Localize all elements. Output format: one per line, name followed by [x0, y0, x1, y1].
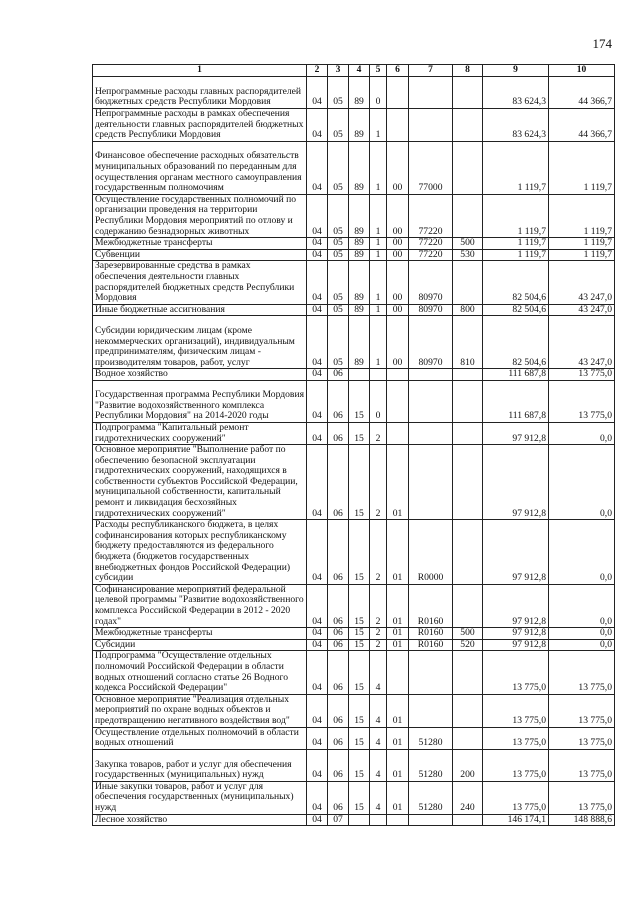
program-code: 89	[349, 77, 370, 109]
event-code: 01	[387, 445, 409, 520]
direction-code	[409, 380, 453, 422]
amount-2019: 97 912,8	[483, 584, 549, 627]
subprogram-code: 4	[370, 651, 387, 694]
event-code: 00	[387, 316, 409, 369]
program-code: 15	[349, 694, 370, 727]
amount-2020: 0,0	[549, 628, 615, 640]
expense-type-code: 810	[453, 316, 483, 369]
program-code: 15	[349, 520, 370, 585]
row-name: Зарезервированные средства в рамках обеспечения деятельности главных распорядителей бюджетных средств Республики Мордовия	[93, 261, 307, 304]
expense-type-code: 800	[453, 304, 483, 316]
subsection-code: 06	[328, 749, 349, 781]
section-code: 04	[307, 781, 328, 814]
program-code: 89	[349, 304, 370, 316]
amount-2019: 1 119,7	[483, 249, 549, 261]
subprogram-code: 0	[370, 380, 387, 422]
table-row	[93, 651, 615, 694]
expense-type-code	[453, 369, 483, 381]
amount-2019: 82 504,6	[483, 316, 549, 369]
expense-type-code	[453, 520, 483, 585]
expense-type-code	[453, 445, 483, 520]
event-code	[387, 422, 409, 444]
subprogram-code: 2	[370, 520, 387, 585]
program-code: 15	[349, 749, 370, 781]
table-row	[93, 445, 615, 520]
event-code: 01	[387, 520, 409, 585]
subsection-code: 05	[328, 109, 349, 142]
table-body	[93, 77, 615, 826]
program-code: 89	[349, 316, 370, 369]
subprogram-code	[370, 369, 387, 381]
subprogram-code: 1	[370, 316, 387, 369]
direction-code: 51280	[409, 749, 453, 781]
subsection-code: 06	[328, 781, 349, 814]
subsection-code: 06	[328, 694, 349, 727]
table-row	[93, 194, 615, 237]
direction-code: R0160	[409, 584, 453, 627]
direction-code	[409, 369, 453, 381]
subsection-code: 06	[328, 628, 349, 640]
row-name: Осуществление отдельных полномочий в области водных отношений	[93, 727, 307, 749]
column-header: 2	[307, 65, 328, 77]
amount-2020: 43 247,0	[549, 316, 615, 369]
program-code: 15	[349, 781, 370, 814]
program-code: 15	[349, 727, 370, 749]
table-row	[93, 369, 615, 381]
subsection-code: 06	[328, 422, 349, 444]
expense-type-code	[453, 584, 483, 627]
row-name: Субсидии юридическим лицам (кроме некоммерческих организаций), индивидуальным предпринимателям, физическим лицам - производителям товаров, работ, услуг	[93, 316, 307, 369]
column-header: 4	[349, 65, 370, 77]
amount-2019: 97 912,8	[483, 639, 549, 651]
amount-2019: 97 912,8	[483, 628, 549, 640]
amount-2019: 97 912,8	[483, 422, 549, 444]
column-header: 1	[93, 65, 307, 77]
row-name: Подпрограмма "Осуществление отдельных полномочий Российской Федерации в области водных отношений согласно статье 26 Водного кодекса Российской Федерации"	[93, 651, 307, 694]
table-row	[93, 316, 615, 369]
column-header: 3	[328, 65, 349, 77]
section-code: 04	[307, 651, 328, 694]
table-row	[93, 77, 615, 109]
program-code: 89	[349, 109, 370, 142]
section-code: 04	[307, 445, 328, 520]
section-code: 04	[307, 261, 328, 304]
section-code: 04	[307, 727, 328, 749]
amount-2020: 43 247,0	[549, 261, 615, 304]
subprogram-code: 2	[370, 639, 387, 651]
subprogram-code: 2	[370, 584, 387, 627]
section-code: 04	[307, 749, 328, 781]
amount-2020: 13 775,0	[549, 749, 615, 781]
event-code: 00	[387, 141, 409, 194]
program-code: 15	[349, 445, 370, 520]
program-code: 89	[349, 238, 370, 250]
direction-code: 77000	[409, 141, 453, 194]
event-code: 00	[387, 261, 409, 304]
header-row	[93, 65, 615, 77]
program-code: 89	[349, 261, 370, 304]
event-code: 01	[387, 628, 409, 640]
amount-2019: 13 775,0	[483, 651, 549, 694]
budget-table	[92, 64, 615, 826]
direction-code	[409, 814, 453, 826]
row-name: Расходы республиканского бюджета, в целях софинансирования которых республиканскому бюджету предоставляются из федерального бюджета (бюджетов государственных внебюджетных фондов Российской Федерации) субсидии	[93, 520, 307, 585]
table-row	[93, 694, 615, 727]
subprogram-code	[370, 814, 387, 826]
amount-2019: 13 775,0	[483, 694, 549, 727]
subprogram-code: 4	[370, 694, 387, 727]
direction-code	[409, 445, 453, 520]
program-code: 89	[349, 141, 370, 194]
row-name: Межбюджетные трансферты	[93, 238, 307, 250]
expense-type-code	[453, 814, 483, 826]
amount-2020: 1 119,7	[549, 249, 615, 261]
section-code: 04	[307, 141, 328, 194]
column-header: 8	[453, 65, 483, 77]
row-name: Иные бюджетные ассигнования	[93, 304, 307, 316]
direction-code: 51280	[409, 781, 453, 814]
expense-type-code	[453, 651, 483, 694]
subprogram-code: 4	[370, 749, 387, 781]
amount-2019: 82 504,6	[483, 261, 549, 304]
direction-code: 80970	[409, 304, 453, 316]
subsection-code: 06	[328, 639, 349, 651]
program-code: 15	[349, 639, 370, 651]
row-name: Водное хозяйство	[93, 369, 307, 381]
event-code: 01	[387, 639, 409, 651]
program-code: 15	[349, 651, 370, 694]
subsection-code: 06	[328, 584, 349, 627]
row-name: Межбюджетные трансферты	[93, 628, 307, 640]
subprogram-code: 2	[370, 445, 387, 520]
subprogram-code: 0	[370, 77, 387, 109]
subsection-code: 05	[328, 249, 349, 261]
amount-2020: 1 119,7	[549, 194, 615, 237]
amount-2020: 44 366,7	[549, 77, 615, 109]
subprogram-code: 1	[370, 238, 387, 250]
program-code	[349, 369, 370, 381]
amount-2019: 82 504,6	[483, 304, 549, 316]
expense-type-code: 240	[453, 781, 483, 814]
column-header: 9	[483, 65, 549, 77]
subprogram-code: 1	[370, 194, 387, 237]
section-code: 04	[307, 422, 328, 444]
expense-type-code: 520	[453, 639, 483, 651]
expense-type-code	[453, 261, 483, 304]
event-code: 00	[387, 304, 409, 316]
amount-2019: 1 119,7	[483, 238, 549, 250]
program-code: 15	[349, 380, 370, 422]
amount-2019: 83 624,3	[483, 77, 549, 109]
section-code: 04	[307, 194, 328, 237]
expense-type-code	[453, 694, 483, 727]
row-name: Иные закупки товаров, работ и услуг для обеспечения государственных (муниципальных) нужд	[93, 781, 307, 814]
amount-2019: 97 912,8	[483, 520, 549, 585]
subprogram-code: 1	[370, 261, 387, 304]
expense-type-code: 530	[453, 249, 483, 261]
direction-code: R0160	[409, 628, 453, 640]
row-name: Государственная программа Республики Мордовия "Развитие водохозяйственного комплекса Республики Мордовия" на 2014-2020 годы	[93, 380, 307, 422]
program-code: 89	[349, 194, 370, 237]
expense-type-code	[453, 109, 483, 142]
subsection-code: 05	[328, 316, 349, 369]
subsection-code: 06	[328, 520, 349, 585]
table-row	[93, 304, 615, 316]
column-header: 6	[387, 65, 409, 77]
expense-type-code	[453, 727, 483, 749]
section-code: 04	[307, 316, 328, 369]
event-code: 01	[387, 694, 409, 727]
amount-2020: 13 775,0	[549, 694, 615, 727]
subprogram-code: 4	[370, 781, 387, 814]
direction-code: 51280	[409, 727, 453, 749]
subsection-code: 05	[328, 194, 349, 237]
amount-2019: 83 624,3	[483, 109, 549, 142]
direction-code: R0000	[409, 520, 453, 585]
section-code: 04	[307, 109, 328, 142]
table-row	[93, 727, 615, 749]
table-row	[93, 261, 615, 304]
subsection-code: 05	[328, 238, 349, 250]
direction-code: 80970	[409, 261, 453, 304]
program-code: 15	[349, 628, 370, 640]
table-row	[93, 628, 615, 640]
subsection-code: 05	[328, 141, 349, 194]
subsection-code: 05	[328, 77, 349, 109]
column-header: 5	[370, 65, 387, 77]
subsection-code: 06	[328, 651, 349, 694]
event-code	[387, 109, 409, 142]
row-name: Подпрограмма "Капитальный ремонт гидротехнических сооружений"	[93, 422, 307, 444]
amount-2019: 13 775,0	[483, 727, 549, 749]
direction-code	[409, 651, 453, 694]
table-row	[93, 781, 615, 814]
subprogram-code: 2	[370, 422, 387, 444]
event-code: 01	[387, 781, 409, 814]
subsection-code: 05	[328, 304, 349, 316]
amount-2020: 13 775,0	[549, 781, 615, 814]
direction-code	[409, 77, 453, 109]
amount-2020: 13 775,0	[549, 380, 615, 422]
amount-2020: 0,0	[549, 520, 615, 585]
program-code: 89	[349, 249, 370, 261]
table-row	[93, 238, 615, 250]
row-name: Основное мероприятие "Реализация отдельных мероприятий по охране водных объектов и предотвращению негативного воздействия вод"	[93, 694, 307, 727]
table-row	[93, 422, 615, 444]
event-code	[387, 380, 409, 422]
table-row	[93, 249, 615, 261]
amount-2019: 111 687,8	[483, 369, 549, 381]
subprogram-code: 4	[370, 727, 387, 749]
row-name: Непрограммные расходы главных распорядителей бюджетных средств Республики Мордовия	[93, 77, 307, 109]
event-code: 00	[387, 194, 409, 237]
section-code: 04	[307, 520, 328, 585]
section-code: 04	[307, 814, 328, 826]
row-name: Софинансирование мероприятий федеральной целевой программы "Развитие водохозяйственного комплекса Российской Федерации в 2012 - 2020 годах"	[93, 584, 307, 627]
amount-2019: 1 119,7	[483, 194, 549, 237]
section-code: 04	[307, 238, 328, 250]
direction-code	[409, 109, 453, 142]
subsection-code: 07	[328, 814, 349, 826]
row-name: Основное мероприятие "Выполнение работ по обеспечению безопасной эксплуатации гидротехнических сооружений, находящихся в собственности субъектов Российской Федерации, муниципальной собственности, капитальный ремонт и ликвидация бесхозяйных гидротехнических сооружений"	[93, 445, 307, 520]
column-header: 7	[409, 65, 453, 77]
amount-2020: 0,0	[549, 422, 615, 444]
table-row	[93, 141, 615, 194]
section-code: 04	[307, 584, 328, 627]
program-code: 15	[349, 584, 370, 627]
subsection-code: 06	[328, 445, 349, 520]
amount-2019: 1 119,7	[483, 141, 549, 194]
amount-2020: 43 247,0	[549, 304, 615, 316]
subsection-code: 05	[328, 261, 349, 304]
table-row	[93, 584, 615, 627]
amount-2020: 13 775,0	[549, 727, 615, 749]
table-row	[93, 814, 615, 826]
column-header: 10	[549, 65, 615, 77]
subprogram-code: 1	[370, 249, 387, 261]
section-code: 04	[307, 639, 328, 651]
event-code	[387, 651, 409, 694]
amount-2019: 97 912,8	[483, 445, 549, 520]
subsection-code: 06	[328, 727, 349, 749]
amount-2020: 1 119,7	[549, 141, 615, 194]
page-number: 174	[592, 36, 612, 51]
row-name: Осуществление государственных полномочий по организации проведения на территории Республики Мордовия мероприятий по отлову и содержанию безнадзорных животных	[93, 194, 307, 237]
section-code: 04	[307, 628, 328, 640]
event-code: 01	[387, 749, 409, 781]
table-row	[93, 380, 615, 422]
subprogram-code: 2	[370, 628, 387, 640]
event-code: 00	[387, 238, 409, 250]
direction-code	[409, 694, 453, 727]
table-row	[93, 639, 615, 651]
direction-code: R0160	[409, 639, 453, 651]
section-code: 04	[307, 77, 328, 109]
amount-2019: 13 775,0	[483, 781, 549, 814]
event-code	[387, 77, 409, 109]
direction-code: 77220	[409, 238, 453, 250]
expense-type-code: 500	[453, 238, 483, 250]
expense-type-code	[453, 422, 483, 444]
amount-2020: 0,0	[549, 584, 615, 627]
event-code: 01	[387, 727, 409, 749]
row-name: Субвенции	[93, 249, 307, 261]
table-row	[93, 520, 615, 585]
amount-2020: 1 119,7	[549, 238, 615, 250]
subsection-code: 06	[328, 369, 349, 381]
direction-code: 80970	[409, 316, 453, 369]
amount-2020: 0,0	[549, 639, 615, 651]
expense-type-code	[453, 194, 483, 237]
row-name: Непрограммные расходы в рамках обеспечения деятельности главных распорядителей бюджетных средств Республики Мордовия	[93, 109, 307, 142]
section-code: 04	[307, 380, 328, 422]
row-name: Субсидии	[93, 639, 307, 651]
amount-2019: 146 174,1	[483, 814, 549, 826]
subprogram-code: 1	[370, 141, 387, 194]
expense-type-code	[453, 380, 483, 422]
amount-2020: 44 366,7	[549, 109, 615, 142]
subprogram-code: 1	[370, 304, 387, 316]
amount-2019: 13 775,0	[483, 749, 549, 781]
direction-code: 77220	[409, 249, 453, 261]
subprogram-code: 1	[370, 109, 387, 142]
row-name: Закупка товаров, работ и услуг для обеспечения государственных (муниципальных) нужд	[93, 749, 307, 781]
expense-type-code	[453, 77, 483, 109]
event-code: 01	[387, 584, 409, 627]
section-code: 04	[307, 694, 328, 727]
amount-2019: 111 687,8	[483, 380, 549, 422]
direction-code: 77220	[409, 194, 453, 237]
expense-type-code: 200	[453, 749, 483, 781]
event-code	[387, 814, 409, 826]
expense-type-code	[453, 141, 483, 194]
section-code: 04	[307, 249, 328, 261]
table-row	[93, 749, 615, 781]
expense-type-code: 500	[453, 628, 483, 640]
direction-code	[409, 422, 453, 444]
row-name: Финансовое обеспечение расходных обязательств муниципальных образований по переданным для осуществления органам местного самоуправления государственным полномочиям	[93, 141, 307, 194]
event-code: 00	[387, 249, 409, 261]
program-code	[349, 814, 370, 826]
table-row	[93, 109, 615, 142]
section-code: 04	[307, 304, 328, 316]
program-code: 15	[349, 422, 370, 444]
event-code	[387, 369, 409, 381]
amount-2020: 13 775,0	[549, 369, 615, 381]
section-code: 04	[307, 369, 328, 381]
amount-2020: 148 888,6	[549, 814, 615, 826]
row-name: Лесное хозяйство	[93, 814, 307, 826]
amount-2020: 13 775,0	[549, 651, 615, 694]
amount-2020: 0,0	[549, 445, 615, 520]
subsection-code: 06	[328, 380, 349, 422]
